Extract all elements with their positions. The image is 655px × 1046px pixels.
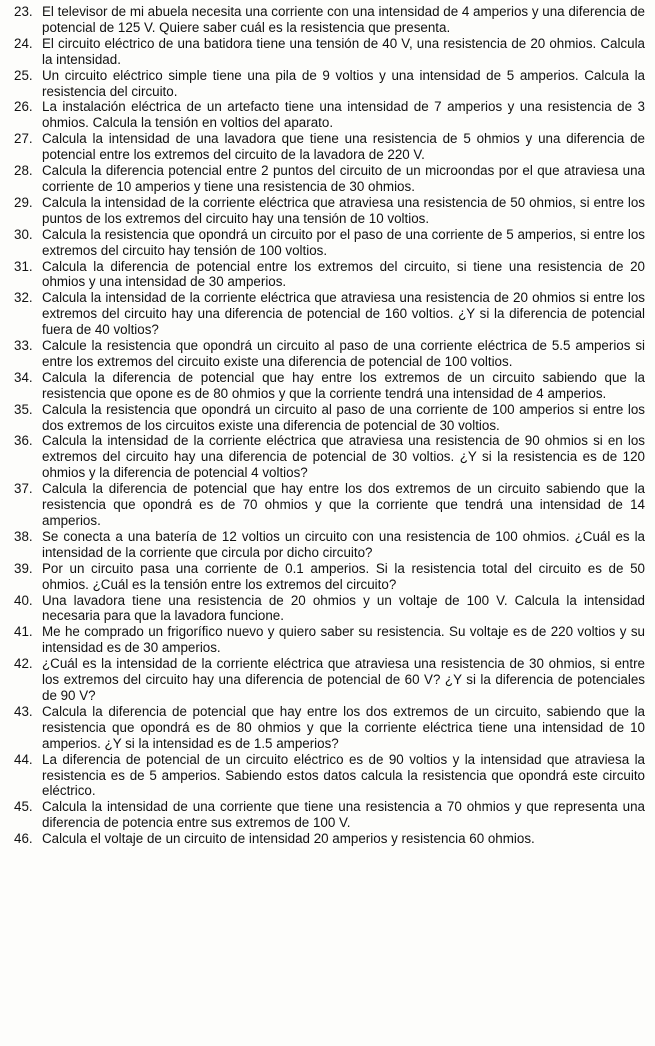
problem-text: Calcule la resistencia que opondrá un circuito al paso de una corriente eléctrica de 5.5 amperios si entre los extremos del circuito existe una diferencia de potencial de 100 voltios. xyxy=(42,338,645,369)
problem-item xyxy=(14,290,645,338)
problem-number: 23. xyxy=(14,4,33,19)
problem-number: 32. xyxy=(14,290,33,306)
problem-number: 30. xyxy=(14,226,33,242)
problem-text: Se conecta a una batería de 12 voltios un circuito con una resistencia de 100 ohmios. ¿Cuál es la intensidad de la corriente que circula por dicho circuito? xyxy=(42,528,645,560)
problem-number: 37. xyxy=(14,481,33,497)
problem-item xyxy=(14,131,645,163)
problem-number: 45. xyxy=(14,799,33,815)
problem-item xyxy=(14,624,645,656)
problem-item xyxy=(14,433,645,481)
problem-item xyxy=(14,259,645,291)
problem-text: La instalación eléctrica de un artefacto tiene una intensidad de 7 amperios y una resistencia de 3 ohmios. Calcula la tensión en voltios del aparato. xyxy=(42,99,645,131)
problem-text: Calcula la intensidad de la corriente eléctrica que atraviesa una resistencia de 90 ohmios si en los extremos del circuito hay una diferencia de potencial de 30 voltios. ¿Y si la resistencia es de 120 ohmios y la diferencia de potencial 4 voltios? xyxy=(42,433,645,481)
problem-item xyxy=(14,163,645,195)
problem-text: Calcula la resistencia que opondrá un circuito al paso de una corriente de 100 amperios si entre los dos extremos de los circuitos existe una diferencia de potencial de 30 voltios. xyxy=(42,401,645,433)
problem-text: Por un circuito pasa una corriente de 0.1 amperios. Si la resistencia total del circuito es de 50 ohmios. ¿Cuál es la tensión entre los extremos del circuito? xyxy=(42,560,645,592)
problem-item xyxy=(14,561,645,593)
problem-item xyxy=(14,36,645,68)
problem-text: Calcula la intensidad de la corriente eléctrica que atraviesa una resistencia de 50 ohmios, si entre los puntos de los extremos del circuito hay una tensión de 10 voltios. xyxy=(42,194,645,226)
problem-number: 28. xyxy=(14,163,33,179)
problem-number: 33. xyxy=(14,338,33,354)
problem-text: El circuito eléctrico de una batidora tiene una tensión de 40 V, una resistencia de 20 ohmios. Calcula la intensidad. xyxy=(42,35,645,67)
problem-item xyxy=(14,68,645,100)
problem-text: La diferencia de potencial de un circuito eléctrico es de 90 voltios y la intensidad que atraviesa la resistencia es de 5 amperios. Sabiendo estos datos calcula la resistencia que opondrá este circuito eléctrico. xyxy=(42,751,645,799)
problem-text: Calcula la intensidad de una lavadora que tiene una resistencia de 5 ohmios y una diferencia de potencial entre los extremos del circuito de la lavadora de 220 V. xyxy=(42,131,645,163)
problem-number: 24. xyxy=(14,35,33,51)
problem-number: 36. xyxy=(14,433,33,449)
problem-item xyxy=(14,99,645,131)
problem-text: Me he comprado un frigorífico nuevo y quiero saber su resistencia. Su voltaje es de 220 voltios y su intensidad es de 30 amperios. xyxy=(42,624,645,656)
problem-number: 29. xyxy=(14,194,33,210)
problem-number: 38. xyxy=(14,528,33,544)
problem-text: Calcula la diferencia de potencial que hay entre los dos extremos de un circuito sabiendo que la resistencia que opondrá es de 70 ohmios y que la corriente que tendrá una intensidad de 14 amperios. xyxy=(42,481,645,528)
problem-item xyxy=(14,195,645,227)
problem-number: 31. xyxy=(14,258,33,274)
problem-text: Calcula la intensidad de la corriente eléctrica que atraviesa una resistencia de 20 ohmios si entre los extremos del circuito hay una diferencia de potencial de 160 voltios. ¿Y si la diferencia de potencial fuera de 40 voltios? xyxy=(42,290,645,338)
problem-text: Calcula la diferencia potencial entre 2 puntos del circuito de un microondas por el que atraviesa una corriente de 10 amperios y tiene una resistencia de 30 ohmios. xyxy=(42,163,645,194)
problem-number: 40. xyxy=(14,592,33,608)
problem-item xyxy=(14,370,645,402)
problem-text: Calcula la resistencia que opondrá un circuito por el paso de una corriente de 5 amperios, si entre los extremos del circuito hay tensión de 100 voltios. xyxy=(42,226,645,258)
problem-number: 27. xyxy=(14,131,33,147)
problem-item xyxy=(14,402,645,434)
problem-text: Calcula la diferencia de potencial entre los extremos del circuito, si tiene una resistencia de 20 ohmios y una intensidad de 30 amperios. xyxy=(42,258,645,290)
problem-number: 42. xyxy=(14,656,33,672)
problem-text: Calcula la intensidad de una corriente que tiene una resistencia a 70 ohmios y que representa una diferencia de potencia entre sus extremos de 100 V. xyxy=(42,799,645,831)
problem-text: Calcula el voltaje de un circuito de intensidad 20 amperios y resistencia 60 ohmios. xyxy=(42,831,535,847)
problem-number: 25. xyxy=(14,67,33,83)
problem-item xyxy=(14,704,645,752)
problem-item xyxy=(14,593,645,625)
problem-item xyxy=(14,656,645,704)
problem-number: 46. xyxy=(14,831,33,847)
problem-number: 43. xyxy=(14,703,33,719)
problem-item xyxy=(14,4,645,36)
problem-number: 34. xyxy=(14,369,33,385)
problem-text: ¿Cuál es la intensidad de la corriente eléctrica que atraviesa una resistencia de 30 ohmios, si entre los extremos del circuito hay una diferencia de potencial de 60 V? ¿Y si la diferencia de potenciales de 90 V? xyxy=(42,656,645,703)
problem-number: 26. xyxy=(14,99,33,115)
problem-text: Un circuito eléctrico simple tiene una pila de 9 voltios y una intensidad de 5 amperios. Calcula la resistencia del circuito. xyxy=(42,67,645,99)
problem-number: 44. xyxy=(14,751,33,767)
problem-item xyxy=(14,338,645,370)
problem-item xyxy=(14,227,645,259)
problem-number: 39. xyxy=(14,560,33,576)
problem-item xyxy=(14,831,645,847)
problem-number: 41. xyxy=(14,624,33,640)
problem-text: Calcula la diferencia de potencial que hay entre los dos extremos de un circuito, sabiendo que la resistencia que opondrá es de 80 ohmios y que la corriente eléctrica tiene una intensidad de 10 amperios. ¿Y si la intensidad es de 1.5 amperios? xyxy=(42,703,645,751)
problem-item xyxy=(14,752,645,800)
problem-text: El televisor de mi abuela necesita una corriente con una intensidad de 4 amperios y una diferencia de potencial de 125 V. Quiere saber cuál es la resistencia que presenta. xyxy=(42,4,645,35)
problem-item xyxy=(14,799,645,831)
problem-item xyxy=(14,481,645,529)
problem-number: 35. xyxy=(14,401,33,417)
problem-text: Calcula la diferencia de potencial que hay entre los extremos de un circuito sabiendo que la resistencia que opone es de 80 ohmios y que la corriente tendrá una intensidad de 4 amperios. xyxy=(42,369,645,401)
problem-text: Una lavadora tiene una resistencia de 20 ohmios y un voltaje de 100 V. Calcula la intensidad necesaria para que la lavadora funcione. xyxy=(42,592,645,624)
problem-item xyxy=(14,529,645,561)
